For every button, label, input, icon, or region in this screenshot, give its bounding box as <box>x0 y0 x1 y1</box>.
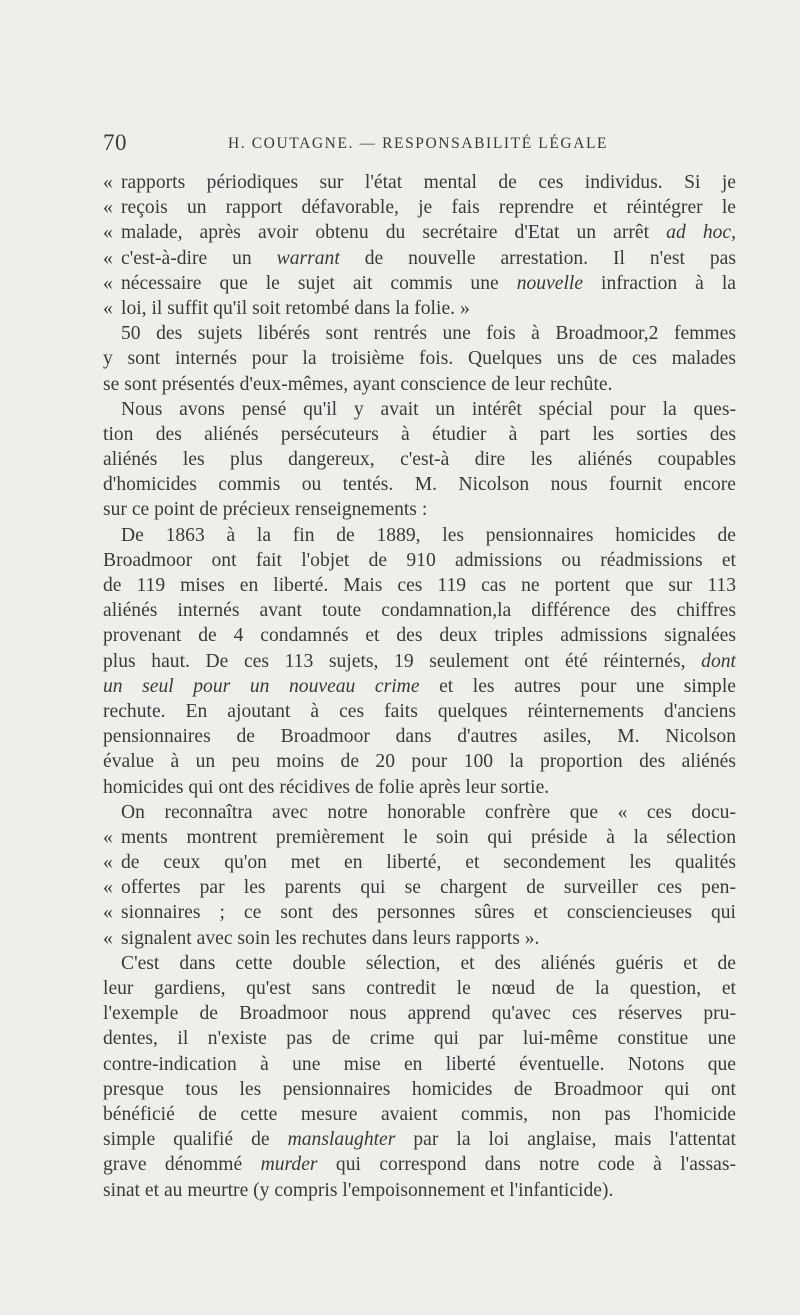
text-run: Broadmoor ont fait l'objet de 910 admissions ou réadmissions et <box>103 549 736 571</box>
quote-mark: « <box>103 197 113 219</box>
quote-mark: « <box>103 826 113 848</box>
text-run: et les autres pour une simple <box>419 675 736 697</box>
running-head: H. COUTAGNE. — RESPONSABILITÉ LÉGALE <box>228 135 609 152</box>
text-run: malade, après avoir obtenu du secrétaire d'Etat un arrêt <box>121 222 667 244</box>
text-run: sinat et au meurtre (y compris l'empoisonnement et l'infanticide). <box>103 1179 614 1201</box>
text-line <box>103 523 736 548</box>
italic-text: nouvelle <box>516 272 584 294</box>
text-run: provenant de 4 condamnés et des deux triples admissions signalées <box>103 625 736 647</box>
quote-mark: « <box>103 927 113 949</box>
text-run: par la loi anglaise, mais l'attentat <box>395 1129 736 1151</box>
text-line <box>103 800 736 825</box>
text-line <box>103 649 736 674</box>
text-run: presque tous les pensionnaires homicides de Broadmoor qui ont <box>103 1078 736 1100</box>
text-run: contre-indication à une mise en liberté éventuelle. Notons que <box>103 1053 736 1075</box>
text-run: Nous avons pensé qu'il y avait un intérêt spécial pour la ques- <box>121 398 736 420</box>
body-text <box>103 170 736 1203</box>
text-run: y sont internés pour la troisième fois. Quelques uns de ces malades <box>103 348 736 370</box>
text-line <box>103 875 736 900</box>
text-run: infraction à la <box>583 272 736 294</box>
text-run: aliénés internés avant toute condamnation,la différence des chiffres <box>103 600 736 622</box>
text-line <box>103 976 736 1001</box>
text-line <box>103 195 736 220</box>
quote-mark: « <box>103 272 113 294</box>
text-run: C'est dans cette double sélection, et des aliénés guéris et de <box>121 952 736 974</box>
text-line <box>103 900 736 925</box>
text-run: de 119 mises en liberté. Mais ces 119 cas ne portent que sur 113 <box>103 575 736 596</box>
quote-mark: « <box>103 297 113 319</box>
text-line <box>103 1178 736 1203</box>
text-line <box>103 1152 736 1177</box>
text-line <box>103 1001 736 1026</box>
text-line <box>103 548 736 573</box>
text-line <box>103 775 736 800</box>
text-line <box>103 926 736 951</box>
text-run: dentes, il n'existe pas de crime qui par lui-même constitue une <box>103 1028 736 1050</box>
text-line <box>103 1127 736 1152</box>
text-line <box>103 951 736 976</box>
text-line <box>103 1052 736 1077</box>
text-run: De 1863 à la fin de 1889, les pensionnaires homicides de <box>121 524 736 546</box>
text-run: ments montrent premièrement le soin qui préside à la sélection <box>121 826 736 848</box>
text-run: se sont présentés d'eux-mêmes, ayant conscience de leur rechûte. <box>103 373 613 395</box>
text-line <box>103 447 736 472</box>
text-run: bénéficié de cette mesure avaient commis, non pas l'homicide <box>103 1103 736 1125</box>
text-run: tion des aliénés persécuteurs à étudier à part les sorties des <box>103 423 736 445</box>
text-line <box>103 397 736 422</box>
text-line <box>103 296 736 321</box>
text-line <box>103 623 736 648</box>
text-run: de nouvelle arrestation. Il n'est pas <box>339 247 736 269</box>
text-line <box>103 749 736 774</box>
text-line <box>103 372 736 397</box>
quote-mark: « <box>103 247 113 269</box>
text-run: leur gardiens, qu'est sans contredit le nœud de la question, et <box>103 978 736 999</box>
page-number: 70 <box>103 130 127 155</box>
text-run: 50 des sujets libérés sont rentrés une fois à Broadmoor,2 femmes <box>121 323 736 345</box>
text-line <box>103 321 736 346</box>
italic-text: ad hoc, <box>666 222 737 244</box>
text-run: On reconnaîtra avec notre honorable confrère que « ces docu- <box>121 801 736 823</box>
text-line <box>103 674 736 699</box>
text-line <box>103 1077 736 1102</box>
text-line <box>103 573 736 598</box>
quote-mark: « <box>103 172 113 193</box>
italic-text: un seul pour un nouveau crime <box>103 675 420 697</box>
text-line <box>103 472 736 497</box>
text-run: loi, il suffit qu'il soit retombé dans la folie. » <box>121 297 470 319</box>
text-run: plus haut. De ces 113 sujets, 19 seulement ont été réinternés, <box>103 650 702 672</box>
quote-mark: « <box>103 902 113 924</box>
text-run: pensionnaires de Broadmoor dans d'autres asiles, M. Nicolson <box>103 726 736 748</box>
text-run: l'exemple de Broadmoor nous apprend qu'avec ces réserves pru- <box>103 1003 736 1025</box>
italic-text: murder <box>260 1154 318 1176</box>
text-run: sionnaires ; ce sont des personnes sûres et consciencieuses qui <box>121 902 736 924</box>
text-line <box>103 422 736 447</box>
text-run: qui correspond dans notre code à l'assas- <box>317 1154 736 1176</box>
text-run: grave dénommé <box>103 1154 261 1176</box>
text-line <box>103 724 736 749</box>
text-line <box>103 699 736 724</box>
text-run: de ceux qu'on met en liberté, et secondement les qualités <box>121 852 736 874</box>
italic-text: warrant <box>276 247 340 269</box>
text-line <box>103 850 736 875</box>
text-line <box>103 1026 736 1051</box>
text-line <box>103 497 736 522</box>
text-line <box>103 170 736 195</box>
text-line <box>103 271 736 296</box>
text-run: homicides qui ont des récidives de folie après leur sortie. <box>103 776 550 798</box>
text-run: sur ce point de précieux renseignements : <box>103 499 428 521</box>
quote-mark: « <box>103 222 113 244</box>
text-line <box>103 246 736 271</box>
text-line <box>103 1102 736 1127</box>
text-run: c'est-à-dire un <box>121 247 277 269</box>
quote-mark: « <box>103 877 113 899</box>
text-run: rapports périodiques sur l'état mental de ces individus. Si je <box>121 172 736 193</box>
text-line <box>103 825 736 850</box>
text-run: d'homicides commis ou tentés. M. Nicolson nous fournit encore <box>103 474 736 496</box>
text-line <box>103 598 736 623</box>
text-line <box>103 346 736 371</box>
text-run: nécessaire que le sujet ait commis une <box>121 272 517 294</box>
text-line <box>103 220 736 245</box>
text-run: aliénés les plus dangereux, c'est-à dire les aliénés coupables <box>103 449 736 471</box>
text-run: reçois un rapport défavorable, je fais reprendre et réintégrer le <box>121 197 736 219</box>
quote-mark: « <box>103 852 113 874</box>
text-run: simple qualifié de <box>103 1129 288 1151</box>
text-run: signalent avec soin les rechutes dans leurs rapports ». <box>121 927 540 949</box>
italic-text: manslaughter <box>287 1129 396 1151</box>
page-header <box>0 130 800 158</box>
text-run: offertes par les parents qui se chargent de surveiller ces pen- <box>121 877 736 899</box>
text-run: rechute. En ajoutant à ces faits quelques réinternements d'anciens <box>103 700 736 722</box>
italic-text: dont <box>701 650 736 672</box>
text-run: évalue à un peu moins de 20 pour 100 la proportion des aliénés <box>103 751 736 773</box>
